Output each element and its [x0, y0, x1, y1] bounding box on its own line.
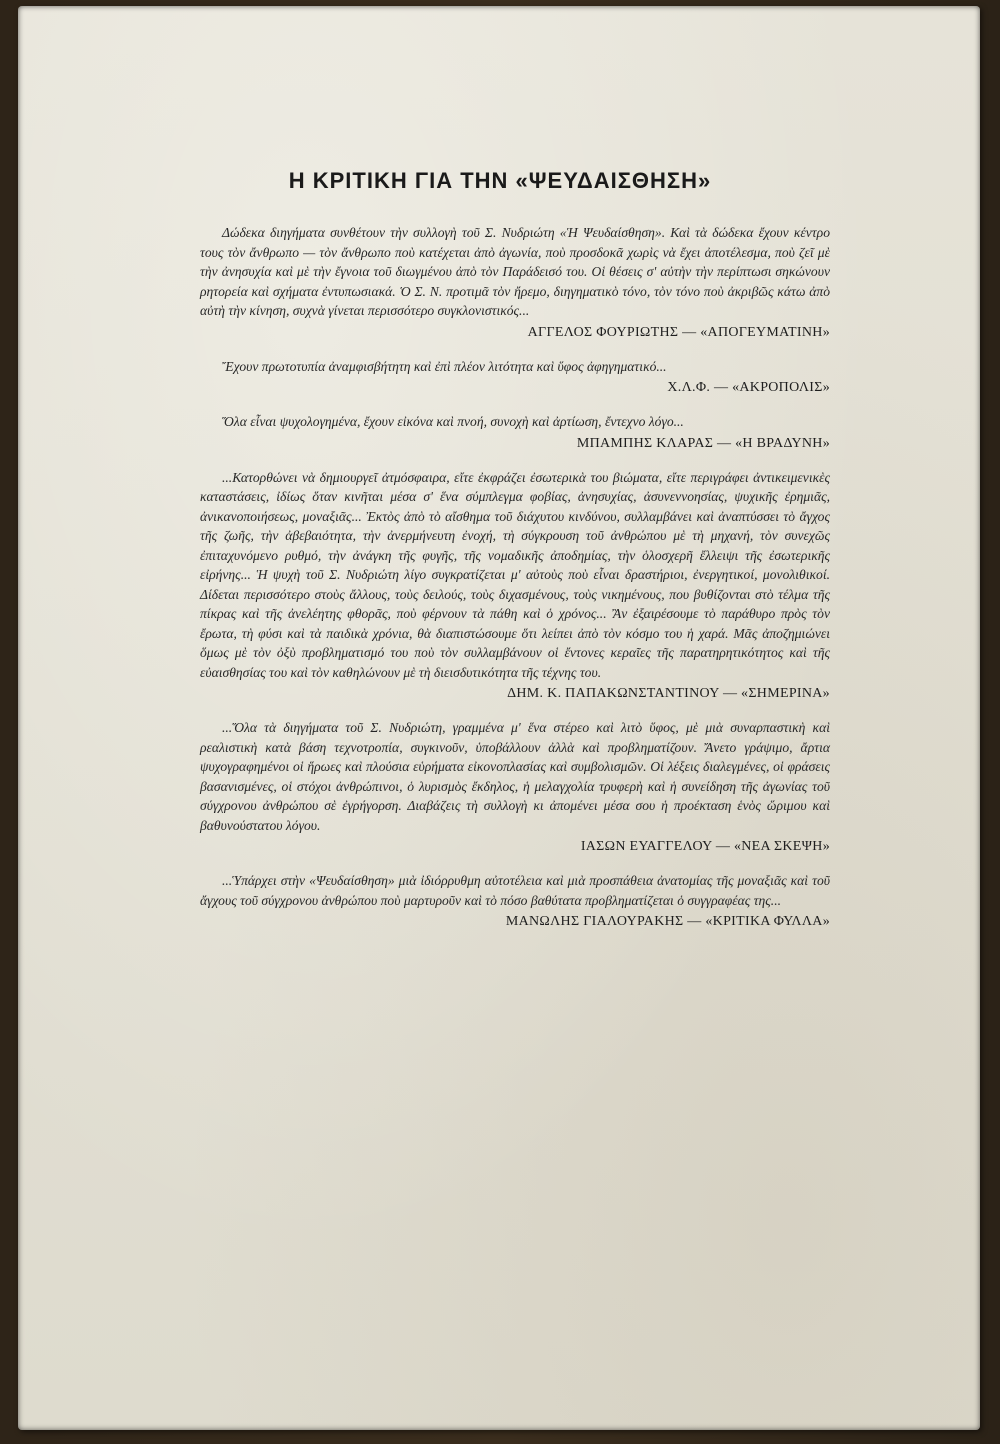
review-source: Χ.Λ.Φ. — «ΑΚΡΟΠΟΛΙΣ»: [667, 380, 830, 395]
review-source: ΑΓΓΕΛΟΣ ΦΟΥΡΙΩΤΗΣ — «ΑΠΟΓΕΥΜΑΤΙΝΗ»: [527, 324, 830, 340]
review-text: ...Κατορθώνει νὰ δημιουργεῖ ἀτμόσφαιρα, εἴτε ἐκφράζει ἐσωτερικὰ του βιώματα, εἴτε περιγράφει ἀντικειμενικὲς καταστάσεις, ἰδίως ὅταν κινῆται μέσα σ' ἕνα σύμπλεγμα φοβίας, ἀνησυχίας, ἀσυνεννοησίας, ψυχικῆς ἐρημιᾶς, ἀνικανοποιήσεως, μοναξιᾶς... Ἐκτὸς ἀπὸ τὸ αἴσθημα τοῦ διάχυτου κινδύνου, συλλαμβάνει καὶ ἀναπτύσσει τὸ ἄγχος τῆς ζωῆς, τὴν ἀβεβαιότητα, τὴν ἀνερμήνευτη ἐνοχή, τὴ σύγκρουση τοῦ ἀνθρώπου μὲ τὴ μηχανή, τὸν συνεχῶς ἐπιταχυνόμενο ρυθμό, τὴν ἀνάγκη τῆς φυγῆς, τῆς νομαδικῆς ἀποδημίας, τὴν ὁλοσχερῆ ἔλλειψι τῆς ἐσωτερικῆς εἰρήνης... Ἡ ψυχὴ τοῦ Σ. Νυδριώτη λίγο συγκρατίζεται μ' αὐτοὺς ποὺ εἶναι δραστήριοι, ἐνεργητικοί, μονολιθικοί. Δίδεται περισσότερο στοὺς ἄλλους, τοὺς δειλούς, τοὺς διχασμένους, τοὺς νικημένους, που βυθίζονται στὸ τέλμα τῆς πίκρας καὶ τῆς ἀνελέητης φθορᾶς, ποὺ φέρνουν τὰ πάθη καὶ ὁ χρόνος... Ἂν ἐξαιρέσουμε τὸ παράθυρο πρὸς τὸν ἔρωτα, τὴ φύσι καὶ τὰ παιδικὰ χρόνια, θὰ διαπιστώσουμε ὅτι λείπει ἀπὸ τὸν κόσμο του ἡ χαρά. Μᾶς ἀποζημιώνει ὅμως μὲ τὸν ὀξὺ προβληματισμό του ποὺ τὸν συλλαμβάνουν οἱ ἔντονες κεραῖες τῆς παρατηρητικότητος καὶ τῆς εὐαισθησίας του καὶ τὸν καθηλώνουν μὲ τὴ διεισδυτικότητα τῆς τέχνης του.: [200, 469, 830, 680]
review-text: Ὅλα εἶναι ψυχολογημένα, ἔχουν εἰκόνα καὶ πνοή, συνοχὴ καὶ ἀρτίωση, ἔντεχνο λόγο...: [222, 414, 684, 429]
review-2: [200, 357, 830, 399]
review-text: ...Ὅλα τὰ διηγήματα τοῦ Σ. Νυδριώτη, γραμμένα μ' ἕνα στέρεο καὶ λιτὸ ὕφος, μὲ μιὰ συναρπαστικὴ καὶ ρεαλιστικὴ κατὰ βάση τεχνοτροπία, συγκινοῦν, ὑποβάλλουν ἀλλὰ καὶ προβληματίζουν. Ἄνετο γράψιμο, ἄρτια ψυχογραφημένοι οἱ ἥρωες καὶ πλούσια εὑρήματα εἰκονοπλασίας καὶ συμβολισμῶν. Οἱ λέξεις διαλεγμένες, οἱ φράσεις βασανισμένες, οἱ στόχοι ἀνθρώπινοι, ὁ λυρισμὸς ἔκδηλος, ἡ μελαγχολία τρυφερὴ καὶ ἡ συνείδηση τῆς ἀγωνίας τοῦ σύγχρονου ἀνθρώπου σὲ ἐγρήγορση. Διαβάζεις τὴ συλλογὴ κι ἀπομένει μέσα σου ἡ προέκταση ἑνὸς ὥριμου καὶ βαθυνούστατου λόγου.: [200, 720, 830, 833]
review-3: [200, 412, 830, 454]
review-source: ΔΗΜ. Κ. ΠΑΠΑΚΩΝΣΤΑΝΤΙΝΟΥ — «ΣΗΜΕΡΙΝΑ»: [507, 686, 830, 701]
review-text: Ἔχουν πρωτοτυπία ἀναμφισβήτητη καὶ ἐπὶ πλέον λιτότητα καὶ ὕφος ἀφηγηματικό...: [222, 358, 667, 374]
review-source: ΜΑΝΩΛΗΣ ΓΙΑΛΟΥΡΑΚΗΣ — «ΚΡΙΤΙΚΑ ΦΥΛΛΑ»: [505, 914, 830, 929]
review-text: ...Ὑπάρχει στὴν «Ψευδαίσθηση» μιὰ ἰδιόρρυθμη αὐτοτέλεια καὶ μιὰ προσπάθεια ἀνατομίας τῆς μοναξιᾶς καὶ τοῦ ἄγχους τοῦ σύγχρονου ἀνθρώπου ποὺ μαρτυροῦν καὶ τὸ πόσο βαθύτατα προβληματίζεται ὁ συγγραφέας της...: [200, 873, 830, 908]
review-text: Δώδεκα διηγήματα συνθέτουν τὴν συλλογὴ τοῦ Σ. Νυδριώτη «Ἡ Ψευδαίσθηση». Καὶ τὰ δώδεκα ἔχουν κέντρο τους τὸν ἄνθρωπο — τὸν ἄνθρωπο ποὺ κατέχεται ἀπὸ ἀγωνία, ποὺ προσδοκᾶ χωρὶς νὰ ἔχει ἀποτέλεσμα, ποὺ ζεῖ μὲ τὴν ἀνησυχία καὶ μὲ τὴν ἔγνοια τοῦ διωγμένου ἀπὸ τὸν Παράδεισό του. Οἱ θέσεις σ' αὐτὴν τὴν περίπτωσι σηκώνουν ρητορεία καὶ σχήματα ἐντυπωσιακά. Ὁ Σ. Ν. προτιμᾶ τὸν ἤρεμο, διηγηματικὸ τόνο, τὸν τόνο ποὺ ἀκριβῶς κάτω ἀπὸ αὐτὴ τὴν κίνηση, συχνὰ γίνεται περισσότερο συγκλονιστικός...: [200, 225, 830, 318]
reviews-section: [200, 223, 830, 946]
review-source: ΜΠΑΜΠΗΣ ΚΛΑΡΑΣ — «Η ΒΡΑΔΥΝΗ»: [576, 435, 830, 451]
review-source: ΙΑΣΩΝ ΕΥΑΓΓΕΛΟΥ — «ΝΕΑ ΣΚΕΨΗ»: [580, 839, 830, 854]
review-6: [200, 871, 830, 932]
review-5: [200, 718, 830, 857]
page-title: Η ΚΡΙΤΙΚΗ ΓΙΑ ΤΗΝ «ΨΕΥΔΑΙΣΘΗΣΗ»: [288, 168, 712, 193]
review-1: [200, 223, 830, 343]
review-4: [200, 468, 830, 705]
